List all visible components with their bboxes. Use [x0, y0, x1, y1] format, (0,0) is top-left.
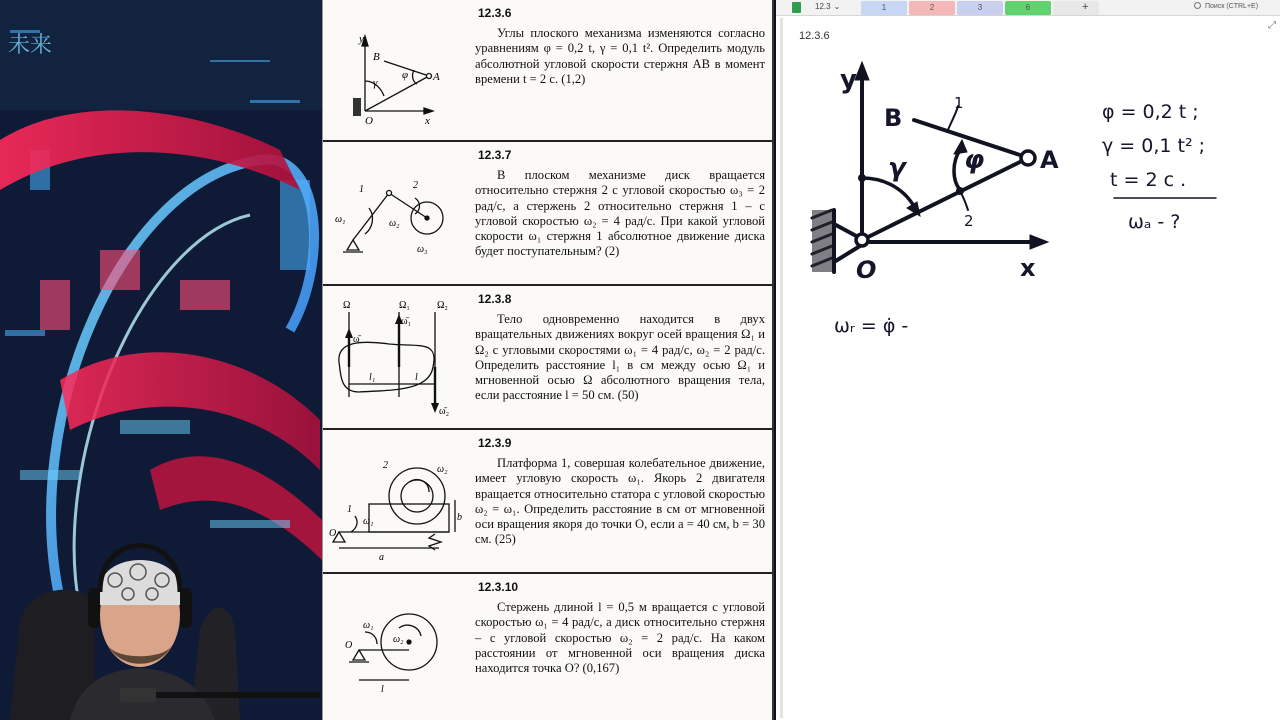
problem-number: 12.3.9	[478, 436, 512, 450]
fig-label: l	[415, 372, 418, 383]
tab-3[interactable]: 3	[957, 1, 1003, 15]
fig-label: ω₂	[437, 464, 448, 475]
search-label: Поиск (CTRL+E)	[1205, 3, 1259, 10]
fig-label: y	[359, 33, 364, 45]
streamer-webcam	[0, 520, 322, 720]
sketch-label-y: y	[840, 65, 857, 95]
fig-label: Ω₂	[437, 300, 448, 311]
tab-blank[interactable]	[1053, 1, 1099, 15]
find-line: ωₐ - ?	[1128, 211, 1181, 233]
problem-12-3-10	[323, 574, 773, 720]
sketch-label-a: A	[1040, 146, 1059, 174]
fig-label: ω₃	[417, 244, 428, 255]
given-line: γ = 0,1 t² ;	[1102, 135, 1206, 157]
textbook-page	[322, 0, 774, 720]
problem-12-3-7	[323, 142, 773, 286]
fig-label: B	[373, 51, 380, 63]
sketch-label-link-2: 2	[964, 212, 974, 230]
fig-label: ω₁	[363, 516, 374, 527]
handwritten-sketch	[776, 40, 1280, 360]
tab-1[interactable]: 1	[861, 1, 907, 15]
problem-12-3-8	[323, 286, 773, 430]
sketch-label-o: O	[856, 256, 877, 284]
fig-label: O	[329, 528, 337, 539]
add-tab-button[interactable]: +	[1082, 1, 1089, 13]
fig-label: 1	[347, 504, 352, 515]
search-icon	[1194, 2, 1201, 9]
rotation-axes-figure	[329, 292, 469, 422]
fig-label: x	[425, 115, 430, 126]
fig-label: ω₁	[363, 620, 374, 631]
problem-number: 12.3.10	[478, 580, 519, 594]
mechanism-figure	[329, 6, 469, 126]
expand-icon[interactable]: ⤢	[1268, 20, 1276, 31]
fig-label: Ω	[343, 300, 351, 311]
fig-label: 1	[359, 184, 364, 195]
problem-text: Стержень длиной l = 0,5 м вращается с угловой скоростью ω₁ = 4 рад/с, а диск относительно стержня – с угловой скоростью ω₂ = 2 рад/с. На каком расстоянии от мгновенной оси вращения диска находится точка O? (0,167)	[475, 600, 765, 676]
tab-6[interactable]: 6	[1005, 1, 1051, 15]
problem-12-3-9	[323, 430, 773, 574]
chevron-down-icon: ⌄	[833, 2, 841, 11]
fig-label: ω̄₁	[401, 316, 412, 327]
fig-label: O	[365, 115, 373, 126]
sketch-label-phi: φ	[964, 145, 985, 175]
fig-label: 2	[413, 180, 418, 191]
platform-motor-figure	[329, 436, 469, 566]
page-selector[interactable]	[812, 2, 840, 11]
sketch-label-x: x	[1020, 254, 1036, 282]
given-line: t = 2 с .	[1110, 169, 1187, 191]
fig-label: O	[345, 640, 353, 651]
problem-text: Платформа 1, совершая колебательное движение, имеет угловую скорость ω₁. Якорь 2 двигателя вращается относительно статора с угловой скоростью ω₂ = ω₁. Определить расстояние в см от мгновенной оси вращения якоря до точки O, если a = 40 см, b = 30 см. (25)	[475, 456, 765, 547]
rod-disk-figure	[329, 580, 469, 700]
work-line: ωᵣ = φ̇ -	[834, 315, 909, 337]
fig-label: a	[379, 552, 384, 563]
note-title: 12.3.6	[799, 30, 830, 42]
sketch-label-link-1: 1	[954, 94, 964, 112]
fig-label: ω̄	[353, 334, 360, 345]
svg-text:未来: 未来	[8, 33, 53, 58]
page-selector-label: 12.3	[815, 2, 831, 11]
fig-label: Ω₁	[399, 300, 410, 311]
problem-number: 12.3.8	[478, 292, 512, 306]
fig-label: φ	[402, 69, 409, 81]
search-box[interactable]	[1194, 1, 1258, 13]
problem-text: В плоском механизме диск вращается относительно стержня 2 с угловой скоростью ω₃ = 2 рад/с, а стержень 2 относительно стержня 1 – с угловой скоростью ω₂ = 4 рад/с. При какой угловой скорости ω₁ стержня 1 абсолютное движение диска будет поступательным? (2)	[475, 168, 765, 259]
fig-label: ω₁	[335, 214, 346, 225]
fig-label: ω₂	[393, 634, 404, 645]
notes-tab-bar	[776, 0, 1280, 16]
problem-number: 12.3.7	[478, 148, 512, 162]
fig-label: b	[457, 512, 462, 523]
given-line: φ = 0,2 t ;	[1102, 101, 1199, 123]
fig-label: ω̄₂	[439, 406, 450, 417]
fig-label: 2	[383, 460, 388, 471]
problem-text: Углы плоского механизма изменяются согласно уравнениям φ = 0,2 t, γ = 0,1 t². Определить модуль абсолютной угловой скорости стержня AB в момент времени t = 2 с. (1,2)	[475, 26, 765, 86]
fig-label: l	[381, 684, 384, 695]
webcam-overlay	[0, 520, 322, 720]
sketch-label-gamma: γ	[888, 153, 906, 183]
tab-2[interactable]: 2	[909, 1, 955, 15]
notes-app	[776, 0, 1280, 720]
problem-text: Тело одновременно находится в двух вращательных движениях вокруг осей вращения Ω₁ и Ω₂ с угловыми скоростями ω₁ = 4 рад/с, ω₂ = 2 рад/с. Определить расстояние l₁ в см между осью Ω₁ и мгновенной осью Ω абсолютного вращения тела, если расстояние l = 50 см. (50)	[475, 312, 765, 403]
mechanism-figure	[329, 148, 469, 268]
problem-number: 12.3.6	[478, 6, 512, 20]
fig-label: A	[433, 71, 440, 83]
notebook-icon[interactable]	[792, 2, 801, 13]
fig-label: ω₂	[389, 218, 400, 229]
sketch-label-b: B	[884, 104, 903, 132]
fig-label: l₁	[369, 372, 376, 383]
problem-12-3-6	[323, 0, 773, 142]
fig-label: γ	[373, 77, 378, 89]
